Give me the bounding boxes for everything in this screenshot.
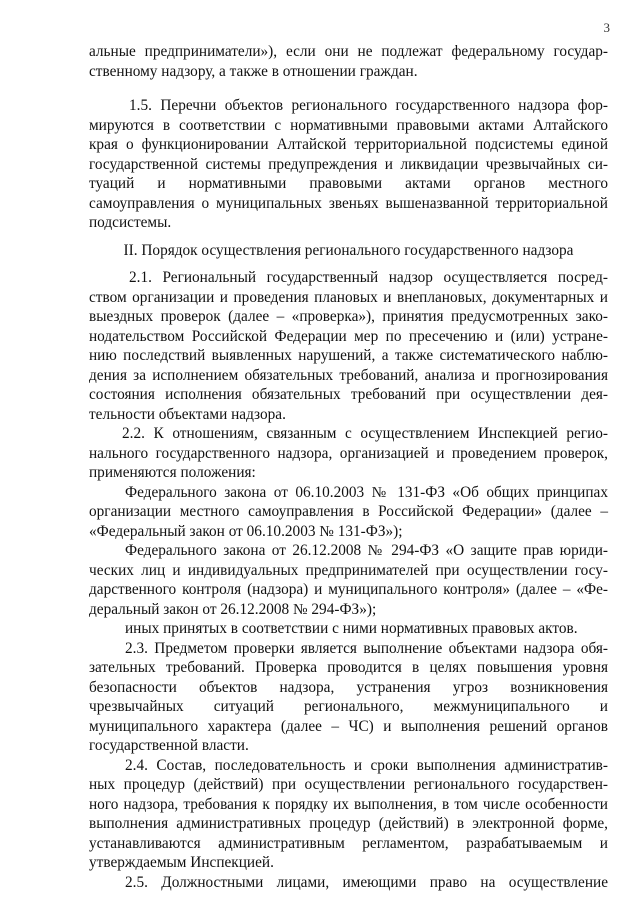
text-line: чрезвычайных ситуаций регионального, межмуниципального и <box>89 698 608 715</box>
text-line: ством организации и проведения плановых и внеплановых, документарных и <box>89 288 608 306</box>
paragraph-1-5 <box>89 96 608 233</box>
text-line: 2.1. Региональный государственный надзор осуществляется посред- <box>129 269 608 286</box>
text-line: края о функционировании Алтайской территориальной подсистемы единой <box>89 136 608 153</box>
text-line: выполнения административных процедур (действий) в электронной форме, <box>89 815 608 832</box>
text-line: мируются в соответствии с нормативными правовыми актами Алтайского <box>89 116 608 134</box>
text-line: альные предприниматели»), если они не подлежат федеральному государ- <box>89 43 608 60</box>
text-line: государственной системы предупреждения и ликвидации чрезвычайных си- <box>89 155 608 173</box>
text-line: устанавливаются административным регламентом, разрабатываемым и <box>89 834 608 852</box>
document-body <box>89 42 608 892</box>
text-line: государственной власти. <box>89 737 249 754</box>
text-line: самоуправления о муниципальных звеньях вышеназванной территориальной <box>89 194 608 212</box>
text-line: ственному надзору, а также в отношении граждан. <box>89 62 418 80</box>
text-line: 2.3. Предметом проверки является выполнение объектами надзора обя- <box>125 639 608 657</box>
text-line: нодательством Российской Федерации мер по пресечению и (или) устране- <box>89 327 608 345</box>
text-line: ческих лиц и индивидуальных предпринимателей при осуществлении госу- <box>89 561 608 579</box>
paragraph-gap <box>89 81 608 96</box>
text-line: подсистемы. <box>89 214 172 231</box>
section-heading: II. Порядок осуществления регионального государственного надзора <box>123 241 574 259</box>
text-line: Федерального закона от 26.12.2008 № 294-ФЗ «О защите прав юриди- <box>125 542 608 559</box>
text-line: муниципального характера (далее – ЧС) и выполнения решений органов <box>89 717 608 735</box>
text-line: ных процедур (действий) при осуществлении регионального государствен- <box>89 776 608 793</box>
text-line: ного надзора, требования к порядку их выполнения, в том числе особенности <box>89 795 608 813</box>
other-acts-paragraph <box>89 619 608 639</box>
paragraph-2-1 <box>89 268 608 424</box>
text-line: Федерального закона от 06.10.2003 № 131-ФЗ «Об общих принципах <box>125 483 608 501</box>
text-line: состояния исполнения обязательных требований при осуществлении дея- <box>89 386 608 403</box>
law-294-paragraph <box>89 541 608 619</box>
text-line: тельности объектами надзора. <box>89 405 286 423</box>
page-number: 3 <box>603 20 610 35</box>
text-line: утверждаемым Инспекцией. <box>89 854 274 871</box>
intro-paragraph <box>89 42 608 81</box>
text-line: дения за исполнением обязательных требований, анализа и прогнозирования <box>89 366 608 384</box>
law-131-paragraph <box>89 483 608 542</box>
paragraph-2-4 <box>89 756 608 873</box>
text-line: организации местного самоуправления в Российской Федерации» (далее – <box>89 503 608 520</box>
text-line: нию последствий выявленных нарушений, а также систематического наблю- <box>89 347 608 364</box>
text-line: безопасности объектов надзора, устранения угроз возникновения <box>89 678 608 696</box>
text-line: «Федеральный закон от 06.10.2003 № 131-ФЗ»); <box>89 522 403 540</box>
text-line: нального государственного надзора, организацией и проведением проверок, <box>89 444 608 462</box>
text-line: применяются положения: <box>89 464 256 481</box>
paragraph-2-2 <box>89 424 608 483</box>
text-line: 2.2. К отношениям, связанным с осуществлением Инспекцией регио- <box>122 425 608 442</box>
text-line: 1.5. Перечни объектов регионального государственного надзора фор- <box>129 97 608 114</box>
text-line: деральный закон от 26.12.2008 № 294-ФЗ»); <box>89 600 377 618</box>
text-line: дарственного контроля (надзора) и муниципального контроля» (далее – «Фе- <box>89 581 608 598</box>
text-line: туаций и нормативными правовыми актами органов местного <box>89 175 608 192</box>
text-line: 2.4. Состав, последовательность и сроки выполнения административ- <box>125 756 608 774</box>
paragraph-2-5 <box>89 873 608 893</box>
text-line: выездных проверок (далее – «проверка»), принятия предусмотренных зако- <box>89 308 608 325</box>
text-line: зательных требований. Проверка проводится в целях повышения уровня <box>89 659 608 676</box>
text-line: 2.5. Должностными лицами, имеющими право на осуществление <box>125 873 608 891</box>
paragraph-2-3 <box>89 639 608 756</box>
text-line: иных принятых в соответствии с ними нормативных правовых актов. <box>125 620 578 637</box>
